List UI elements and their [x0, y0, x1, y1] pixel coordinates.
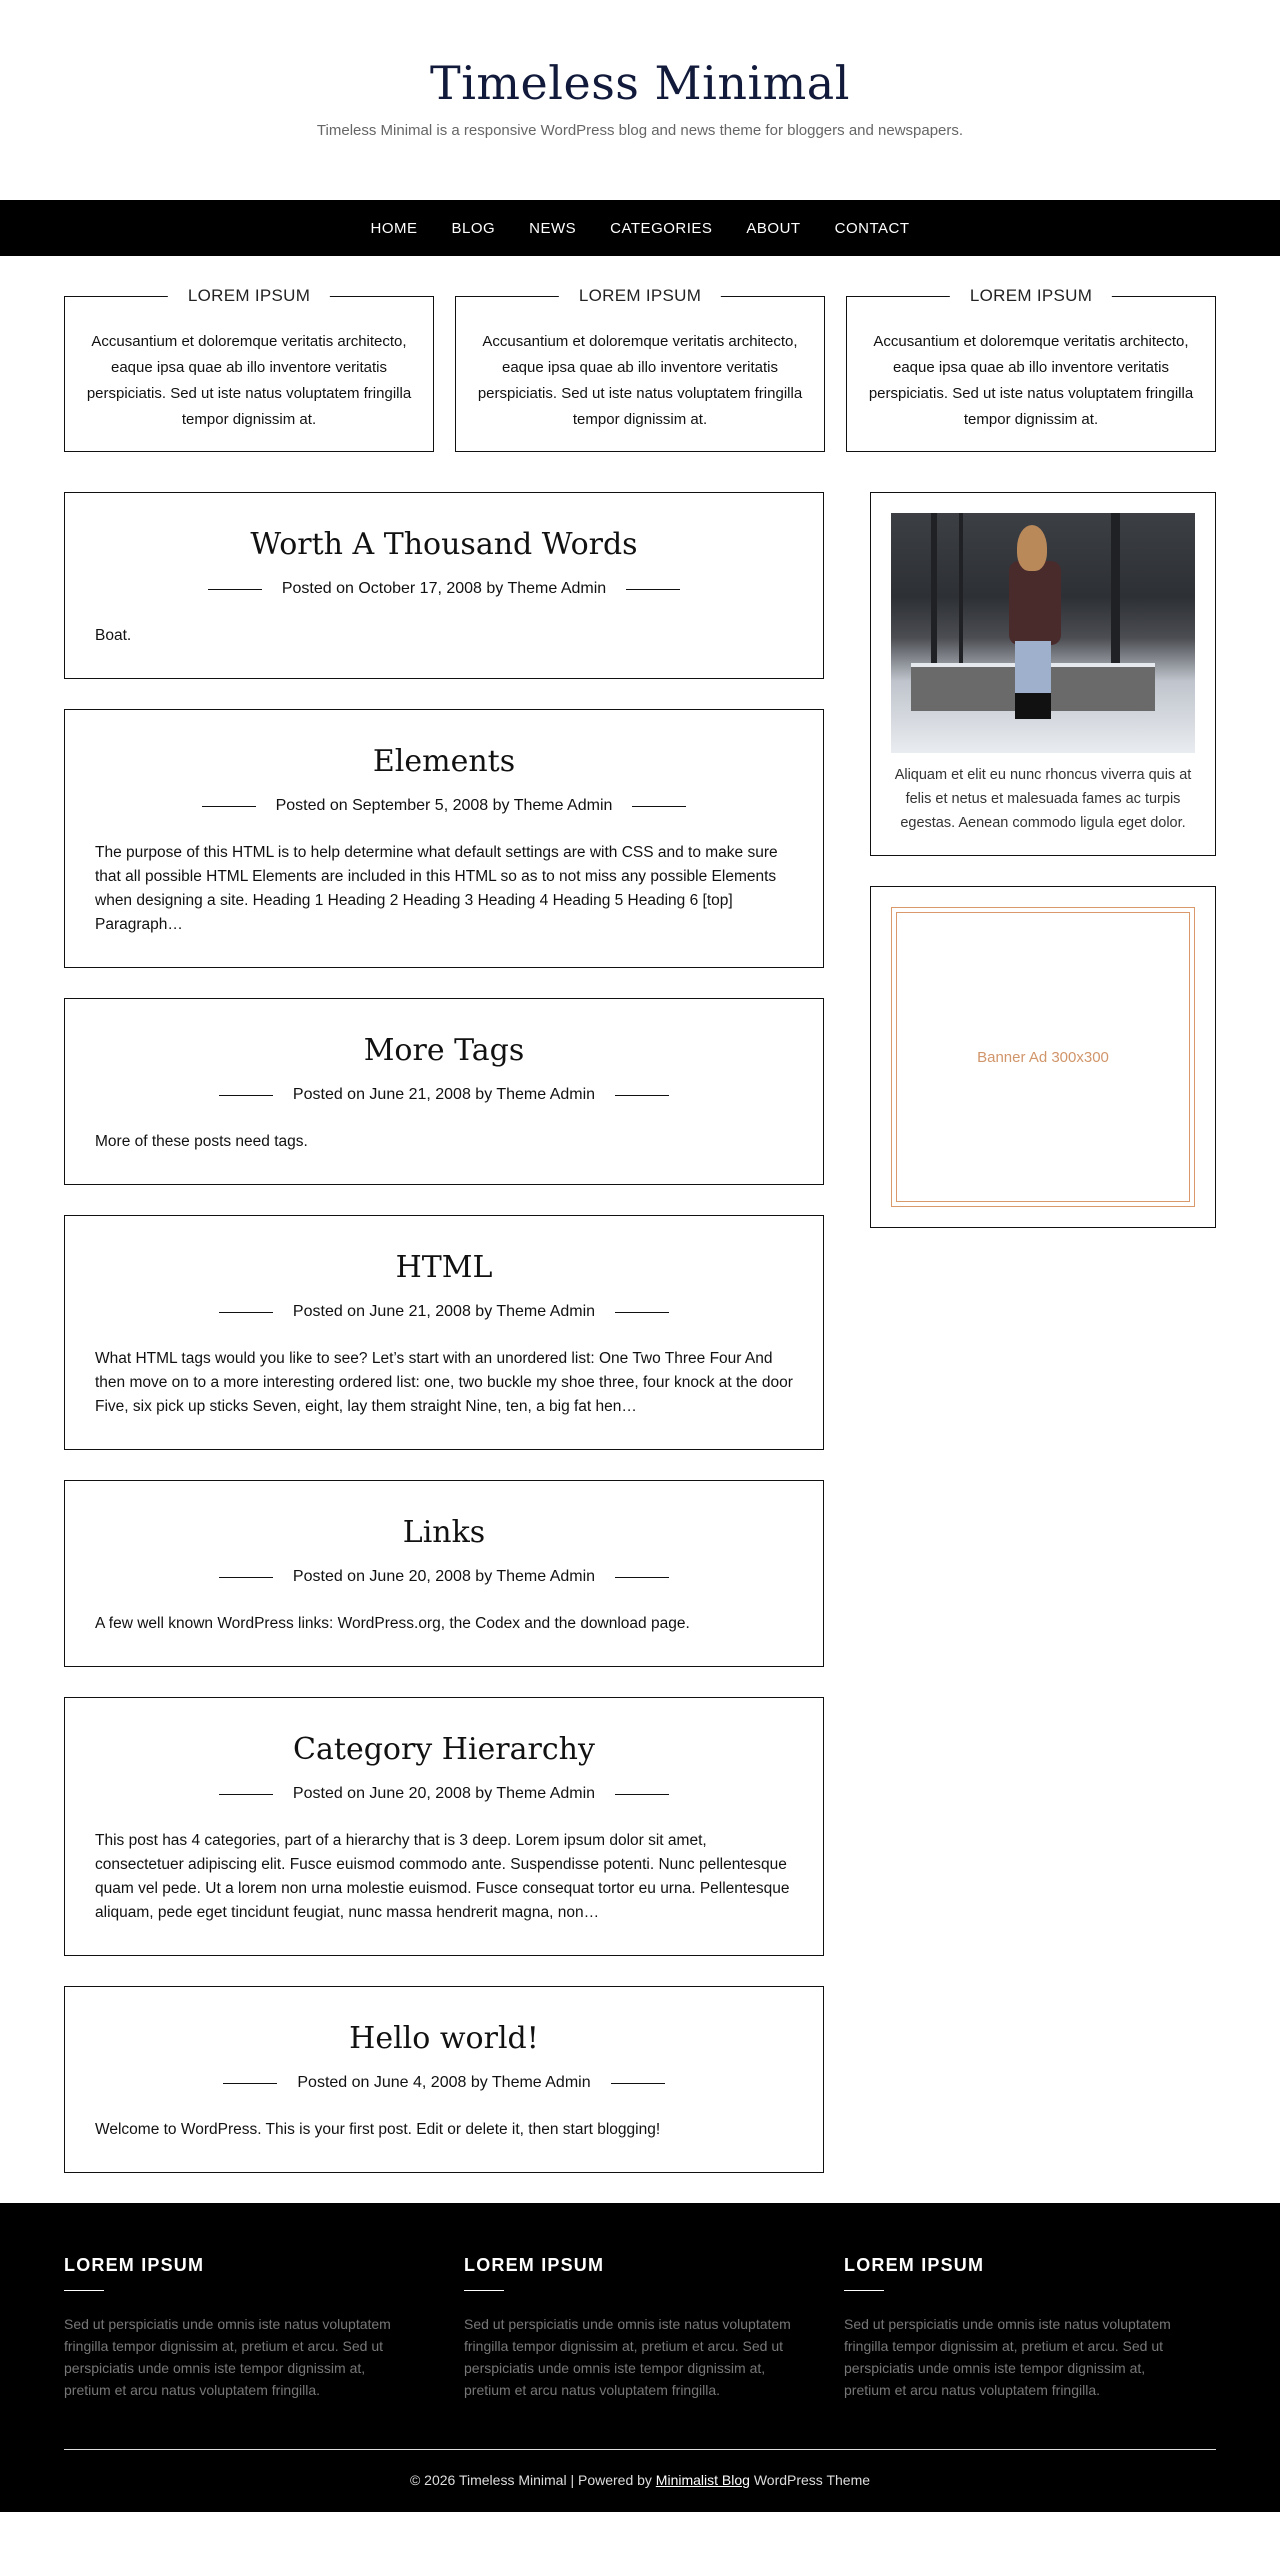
- meta-divider: [615, 1312, 669, 1313]
- nav-item-contact[interactable]: CONTACT: [834, 219, 910, 237]
- post-card: [64, 709, 824, 968]
- sidebar: [870, 492, 1216, 2203]
- post-meta-text: Posted on June 21, 2008 by Theme Admin: [292, 1086, 596, 1103]
- post-meta-text: Posted on September 5, 2008 by Theme Admin: [275, 797, 613, 814]
- site-title[interactable]: Timeless Minimal: [430, 56, 850, 110]
- footer-column: [844, 2255, 1216, 2401]
- post-card: [64, 1697, 824, 1956]
- post-card: [64, 1215, 824, 1450]
- post-meta-text: Posted on June 4, 2008 by Theme Admin: [297, 2074, 591, 2091]
- post-meta-text: Posted on June 20, 2008 by Theme Admin: [292, 1568, 596, 1585]
- post-excerpt: What HTML tags would you like to see? Let’s start with an unordered list: One Two Three Four And then move on to a more interesting ordered list: one, two buckle my shoe three, four knock at the door Five, six pick up sticks Seven, eight, lay them straight Nine, ten, a big fat hen…: [95, 1350, 793, 1415]
- site-footer: [0, 2203, 1280, 2512]
- post-card: [64, 492, 824, 679]
- post-excerpt: The purpose of this HTML is to help determine what default settings are with CSS and to make sure that all possible HTML Elements are included in this HTML so as to not miss any possible Elements when designing a site. Heading 1 Heading 2 Heading 3 Heading 4 Heading 5 Heading 6 [top] Paragraph…: [95, 844, 778, 933]
- feature-boxes: [0, 286, 1280, 452]
- meta-divider: [202, 806, 256, 807]
- meta-divider: [223, 2083, 277, 2084]
- nav-item-categories[interactable]: CATEGORIES: [610, 219, 713, 237]
- feature-box: [64, 286, 434, 452]
- footer-column: [64, 2255, 464, 2401]
- photo-person-hair: [1017, 525, 1047, 571]
- post-meta: [95, 1086, 793, 1104]
- photo-person-boots: [1015, 693, 1051, 719]
- footer-heading-underline: [464, 2290, 504, 2291]
- photo-person: [1003, 525, 1063, 725]
- post-title[interactable]: Worth A Thousand Words: [250, 527, 638, 562]
- photo-person-coat: [1009, 561, 1061, 645]
- main-content: [0, 492, 1280, 2203]
- post-meta: [95, 1568, 793, 1586]
- meta-divider: [219, 1095, 273, 1096]
- post-title[interactable]: Category Hierarchy: [293, 1732, 595, 1767]
- post-meta: [95, 580, 793, 598]
- theme-credit-link[interactable]: Minimalist Blog: [655, 2472, 750, 2488]
- feature-text: Accusantium et doloremque veritatis architecto, eaque ipsa quae ab illo inventore veritatis perspiciatis. Sed ut iste natus voluptatem fringilla tempor dignissim at.: [86, 333, 412, 428]
- footer-heading: LOREM IPSUM: [844, 2255, 985, 2275]
- banner-widget: [870, 886, 1216, 1228]
- post-excerpt: This post has 4 categories, part of a hierarchy that is 3 deep. Lorem ipsum dolor sit amet, consectetuer adipiscing elit. Fusce euismod commodo ante. Suspendisse potenti. Nunc pellentesque quam vel pede. Ut a lorem non urna molestie euismod. Fusce consequat tortor eu urna. Pellentesque aliquam, pede eget tincidunt feugiat, nunc massa hendrerit magna, non…: [95, 1832, 790, 1921]
- meta-divider: [208, 589, 262, 590]
- post-meta: [95, 1303, 793, 1321]
- post-card: [64, 1986, 824, 2173]
- feature-title: LOREM IPSUM: [559, 286, 721, 306]
- feature-text: Accusantium et doloremque veritatis architecto, eaque ipsa quae ab illo inventore veritatis perspiciatis. Sed ut iste natus voluptatem fringilla tempor dignissim at.: [868, 333, 1194, 428]
- feature-title: LOREM IPSUM: [950, 286, 1112, 306]
- post-list: [64, 492, 824, 2203]
- photo-tree: [959, 513, 963, 663]
- feature-box: [846, 286, 1216, 452]
- post-meta: [95, 797, 793, 815]
- sidebar-photo: [891, 513, 1195, 753]
- meta-divider: [219, 1312, 273, 1313]
- post-excerpt: More of these posts need tags.: [95, 1133, 308, 1150]
- post-title[interactable]: HTML: [395, 1250, 493, 1285]
- meta-divider: [615, 1095, 669, 1096]
- site-description: Timeless Minimal is a responsive WordPress blog and news theme for bloggers and newspapers.: [316, 122, 964, 139]
- meta-divider: [626, 589, 680, 590]
- copyright-suffix: WordPress Theme: [753, 2472, 871, 2488]
- post-excerpt: Welcome to WordPress. This is your first post. Edit or delete it, then start blogging!: [95, 2121, 661, 2138]
- post-title[interactable]: More Tags: [363, 1033, 525, 1068]
- footer-heading-underline: [844, 2290, 884, 2291]
- site-header: [0, 0, 1280, 200]
- footer-column: [464, 2255, 844, 2401]
- meta-divider: [615, 1577, 669, 1578]
- meta-divider: [219, 1794, 273, 1795]
- photo-caption: Aliquam et elit eu nunc rhoncus viverra quis at felis et netus et malesuada fames ac turpis egestas. Aenean commodo ligula eget dolor.: [894, 767, 1192, 831]
- footer-copyright: [64, 2472, 1216, 2488]
- feature-text: Accusantium et doloremque veritatis architecto, eaque ipsa quae ab illo inventore veritatis perspiciatis. Sed ut iste natus voluptatem fringilla tempor dignissim at.: [477, 333, 803, 428]
- post-title[interactable]: Links: [402, 1515, 486, 1550]
- post-meta-text: Posted on October 17, 2008 by Theme Admin: [281, 580, 607, 597]
- footer-heading: LOREM IPSUM: [64, 2255, 205, 2275]
- post-meta-text: Posted on June 20, 2008 by Theme Admin: [292, 1785, 596, 1802]
- footer-heading-underline: [64, 2290, 104, 2291]
- post-card: [64, 1480, 824, 1667]
- footer-text: Sed ut perspiciatis unde omnis iste natus voluptatem fringilla tempor dignissim at, pretium et arcu. Sed ut perspiciatis unde omnis iste tempor dignissim at, pretium et arcu natus voluptatem fringilla.: [64, 2316, 391, 2398]
- footer-columns: [64, 2255, 1216, 2401]
- meta-divider: [615, 1794, 669, 1795]
- feature-title: LOREM IPSUM: [168, 286, 330, 306]
- banner-ad-label: Banner Ad 300x300: [896, 912, 1190, 1202]
- post-title[interactable]: Elements: [372, 744, 516, 779]
- post-title[interactable]: Hello world!: [349, 2021, 539, 2056]
- footer-divider: [64, 2449, 1216, 2450]
- nav-item-about[interactable]: ABOUT: [746, 219, 801, 237]
- photo-tree: [1111, 513, 1120, 663]
- post-card: [64, 998, 824, 1185]
- post-meta: [95, 2074, 793, 2092]
- photo-widget: [870, 492, 1216, 856]
- photo-tree: [931, 513, 937, 663]
- nav-item-news[interactable]: NEWS: [529, 219, 577, 237]
- footer-text: Sed ut perspiciatis unde omnis iste natus voluptatem fringilla tempor dignissim at, pretium et arcu. Sed ut perspiciatis unde omnis iste tempor dignissim at, pretium et arcu natus voluptatem fringilla.: [464, 2316, 791, 2398]
- meta-divider: [219, 1577, 273, 1578]
- copyright-text: © 2026 Timeless Minimal | Powered by: [409, 2472, 652, 2488]
- nav-item-blog[interactable]: BLOG: [451, 219, 496, 237]
- main-nav: [0, 200, 1280, 256]
- footer-heading: LOREM IPSUM: [464, 2255, 605, 2275]
- post-meta: [95, 1785, 793, 1803]
- banner-ad[interactable]: [891, 907, 1195, 1207]
- meta-divider: [611, 2083, 665, 2084]
- post-excerpt: Boat.: [95, 627, 132, 644]
- photo-person-jeans: [1015, 641, 1051, 695]
- meta-divider: [632, 806, 686, 807]
- post-meta-text: Posted on June 21, 2008 by Theme Admin: [292, 1303, 596, 1320]
- post-excerpt: A few well known WordPress links: WordPress.org, the Codex and the download page.: [95, 1615, 690, 1632]
- nav-item-home[interactable]: HOME: [370, 219, 418, 237]
- feature-box: [455, 286, 825, 452]
- footer-text: Sed ut perspiciatis unde omnis iste natus voluptatem fringilla tempor dignissim at, pretium et arcu. Sed ut perspiciatis unde omnis iste tempor dignissim at, pretium et arcu natus voluptatem fringilla.: [844, 2316, 1171, 2398]
